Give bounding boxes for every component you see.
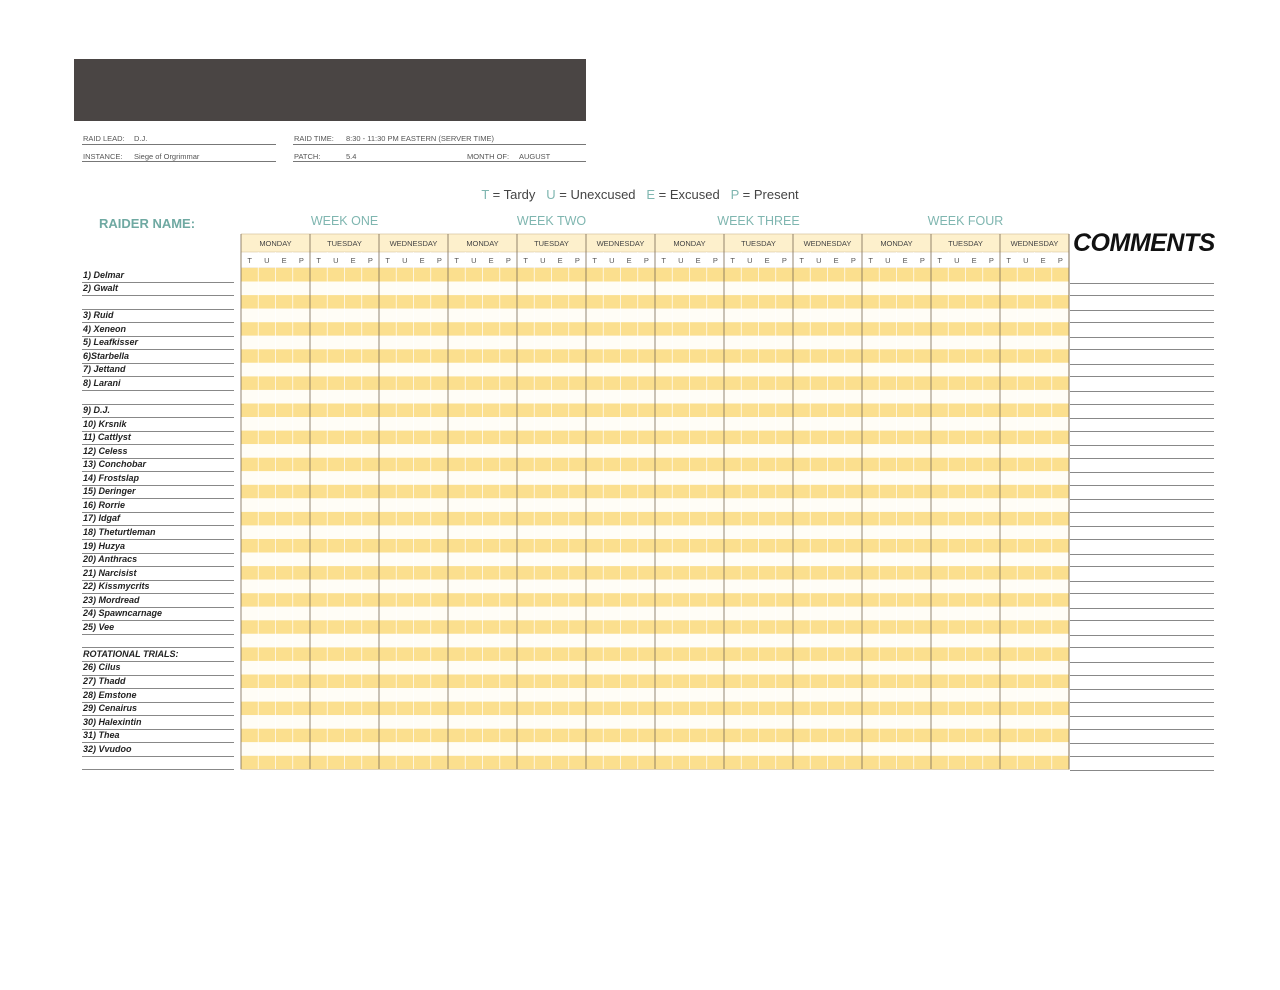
comment-row-line[interactable] <box>1070 418 1214 419</box>
code-label: T <box>247 256 252 265</box>
code-label: P <box>1057 256 1063 265</box>
raider-name: 12) Celess <box>83 445 128 456</box>
code-label: T <box>523 256 528 265</box>
comment-row-line[interactable] <box>1070 554 1214 555</box>
comment-row-line[interactable] <box>1070 485 1214 486</box>
week-one-heading: WEEK ONE <box>310 214 379 228</box>
raider-name: 7) Jettand <box>83 364 126 375</box>
code-label: E <box>971 256 977 265</box>
code-label: U <box>885 256 891 265</box>
comment-row-line[interactable] <box>1070 539 1214 540</box>
legend-text-unexcused: = Unexcused <box>559 187 636 202</box>
code-label: U <box>747 256 753 265</box>
comment-row-line[interactable] <box>1070 675 1214 676</box>
day-label: TUESDAY <box>948 239 983 248</box>
code-label: P <box>712 256 718 265</box>
raider-row-underline <box>82 756 234 757</box>
raid-lead-label: RAID LEAD: <box>83 134 125 143</box>
code-label: T <box>868 256 873 265</box>
raider-name: 26) Cilus <box>83 662 121 673</box>
raider-name: ROTATIONAL TRIALS: <box>83 648 179 659</box>
code-label: T <box>730 256 735 265</box>
comments-heading: COMMENTS <box>1073 229 1215 257</box>
day-label: TUESDAY <box>741 239 776 248</box>
code-label: P <box>988 256 994 265</box>
raider-name: 8) Larani <box>83 377 121 388</box>
code-label: U <box>678 256 684 265</box>
code-label: P <box>919 256 925 265</box>
comment-row-line[interactable] <box>1070 729 1214 730</box>
code-label: P <box>367 256 373 265</box>
comment-row-line[interactable] <box>1070 431 1214 432</box>
raider-row-underline <box>82 390 234 391</box>
raider-name-heading: RAIDER NAME: <box>99 216 196 231</box>
month-label: MONTH OF: <box>467 152 510 161</box>
code-label: T <box>592 256 597 265</box>
day-label: WEDNESDAY <box>803 239 852 248</box>
raider-name: 32) Vvudoo <box>83 743 132 754</box>
raider-name: 14) Frostslap <box>83 472 140 483</box>
comment-row-line[interactable] <box>1070 310 1214 311</box>
raider-name: 28) Emstone <box>83 689 137 700</box>
day-label: MONDAY <box>673 239 706 248</box>
code-label: U <box>333 256 339 265</box>
code-label: E <box>488 256 494 265</box>
code-label: T <box>661 256 666 265</box>
raider-name: 20) Anthracs <box>83 554 138 565</box>
week-four-heading: WEEK FOUR <box>927 214 1004 228</box>
raider-name: 27) Thadd <box>83 676 126 686</box>
comment-row-line[interactable] <box>1070 364 1214 365</box>
comment-row-line[interactable] <box>1070 702 1214 703</box>
legend-text-present: = Present <box>742 187 799 202</box>
raider-name: 13) Conchobar <box>83 459 147 470</box>
patch-label: PATCH: <box>294 152 321 161</box>
comment-row-line[interactable] <box>1070 349 1214 350</box>
raider-name: 4) Xeneon <box>83 323 127 334</box>
code-label: E <box>281 256 287 265</box>
raid-time-label: RAID TIME: <box>294 134 334 143</box>
code-label: U <box>402 256 408 265</box>
comment-row-line[interactable] <box>1070 322 1214 323</box>
code-label: P <box>643 256 649 265</box>
raider-name: 18) Theturtleman <box>83 526 156 537</box>
code-label: U <box>816 256 822 265</box>
raider-name: 3) Ruid <box>83 310 114 321</box>
raider-row-underline <box>82 634 234 635</box>
raider-name: 16) Rorrie <box>83 499 126 510</box>
code-label: T <box>1006 256 1011 265</box>
raider-name: 2) Gwalt <box>83 283 119 294</box>
comment-row-line[interactable] <box>1070 743 1214 744</box>
raider-name: 21) Narcisist <box>83 567 137 578</box>
comment-row-line[interactable] <box>1070 635 1214 636</box>
comment-row-line[interactable] <box>1070 689 1214 690</box>
comment-row-line[interactable] <box>1070 458 1214 459</box>
raider-name: 25) Vee <box>83 621 115 632</box>
comment-row-line[interactable] <box>1070 770 1214 771</box>
comment-row-line[interactable] <box>1070 499 1214 500</box>
raider-name: 11) Cattlyst <box>83 432 131 443</box>
code-label: E <box>626 256 632 265</box>
legend-key-tardy: T <box>481 187 490 202</box>
code-label: E <box>833 256 839 265</box>
code-label: U <box>954 256 960 265</box>
comment-row-line[interactable] <box>1070 662 1214 663</box>
raider-name: 5) Leafkisser <box>83 337 139 348</box>
code-label: E <box>419 256 425 265</box>
raider-name: 6)Starbella <box>83 350 130 361</box>
raider-name: 22) Kissmycrits <box>83 581 150 592</box>
day-label: WEDNESDAY <box>1010 239 1059 248</box>
day-label: MONDAY <box>259 239 292 248</box>
day-label: MONDAY <box>466 239 499 248</box>
day-label: WEDNESDAY <box>389 239 438 248</box>
code-label: E <box>764 256 770 265</box>
raid-time-value: 8:30 - 11:30 PM EASTERN (SERVER TIME) <box>346 134 494 143</box>
legend-key-excused: E <box>646 187 656 202</box>
code-label: E <box>695 256 701 265</box>
raider-name: 9) D.J. <box>83 405 111 415</box>
code-label: E <box>1040 256 1046 265</box>
code-label: U <box>609 256 615 265</box>
raid-lead-value: D.J. <box>134 134 148 143</box>
raider-name: 29) Cenairus <box>83 703 138 714</box>
raider-name: 10) Krsnik <box>83 418 127 429</box>
legend-key-present: P <box>730 187 740 202</box>
comment-row-line[interactable] <box>1070 608 1214 609</box>
comment-row-line[interactable] <box>1070 445 1214 446</box>
raider-row-underline <box>82 769 234 770</box>
raider-name: 30) Halexintin <box>83 716 142 727</box>
code-label: T <box>454 256 459 265</box>
code-label: U <box>471 256 477 265</box>
comment-row-line[interactable] <box>1070 593 1214 594</box>
instance-label: INSTANCE: <box>83 152 123 161</box>
raider-name: 23) Mordread <box>83 594 140 605</box>
code-label: E <box>902 256 908 265</box>
raider-row-underline <box>82 295 234 296</box>
code-label: U <box>1023 256 1029 265</box>
code-label: P <box>574 256 580 265</box>
raider-name: 17) Idgaf <box>83 513 121 524</box>
comment-row-line[interactable] <box>1070 295 1214 296</box>
comment-row-line[interactable] <box>1070 566 1214 567</box>
raider-name: 15) Deringer <box>83 486 136 497</box>
code-label: P <box>436 256 442 265</box>
code-label: T <box>799 256 804 265</box>
week-three-heading: WEEK THREE <box>717 214 800 228</box>
month-value: AUGUST <box>519 152 551 161</box>
code-label: P <box>298 256 304 265</box>
comment-row-line[interactable] <box>1070 512 1214 513</box>
week-two-heading: WEEK TWO <box>516 214 587 228</box>
code-label: T <box>937 256 942 265</box>
code-label: P <box>850 256 856 265</box>
comment-row-line[interactable] <box>1070 337 1214 338</box>
code-label: E <box>350 256 356 265</box>
code-label: P <box>505 256 511 265</box>
code-label: E <box>557 256 563 265</box>
comment-row-line[interactable] <box>1070 526 1214 527</box>
comment-row-line[interactable] <box>1070 647 1214 648</box>
legend-text-tardy: = Tardy <box>492 187 536 202</box>
raider-name: 31) Thea <box>83 730 120 741</box>
comment-row-line[interactable] <box>1070 404 1214 405</box>
code-label: T <box>316 256 321 265</box>
day-label: MONDAY <box>880 239 913 248</box>
code-label: U <box>264 256 270 265</box>
comment-row-line[interactable] <box>1070 716 1214 717</box>
legend-key-unexcused: U <box>546 187 556 202</box>
instance-value: Siege of Orgrimmar <box>134 152 200 161</box>
comment-row-line[interactable] <box>1070 391 1214 392</box>
raider-name: 1) Delmar <box>83 269 125 280</box>
raider-name: 19) Huzya <box>83 540 126 551</box>
comment-row-line[interactable] <box>1070 581 1214 582</box>
patch-value: 5.4 <box>346 152 357 161</box>
code-label: T <box>385 256 390 265</box>
comment-row-line[interactable] <box>1070 756 1214 757</box>
code-label: P <box>781 256 787 265</box>
day-label: TUESDAY <box>327 239 362 248</box>
legend-text-excused: = Excused <box>658 187 720 202</box>
day-label: WEDNESDAY <box>596 239 645 248</box>
comment-row-line[interactable] <box>1070 283 1214 284</box>
raider-name: 24) Spawncarnage <box>83 608 163 619</box>
comment-row-line[interactable] <box>1070 376 1214 377</box>
comment-row-line[interactable] <box>1070 472 1214 473</box>
code-label: U <box>540 256 546 265</box>
comment-row-line[interactable] <box>1070 620 1214 621</box>
day-label: TUESDAY <box>534 239 569 248</box>
